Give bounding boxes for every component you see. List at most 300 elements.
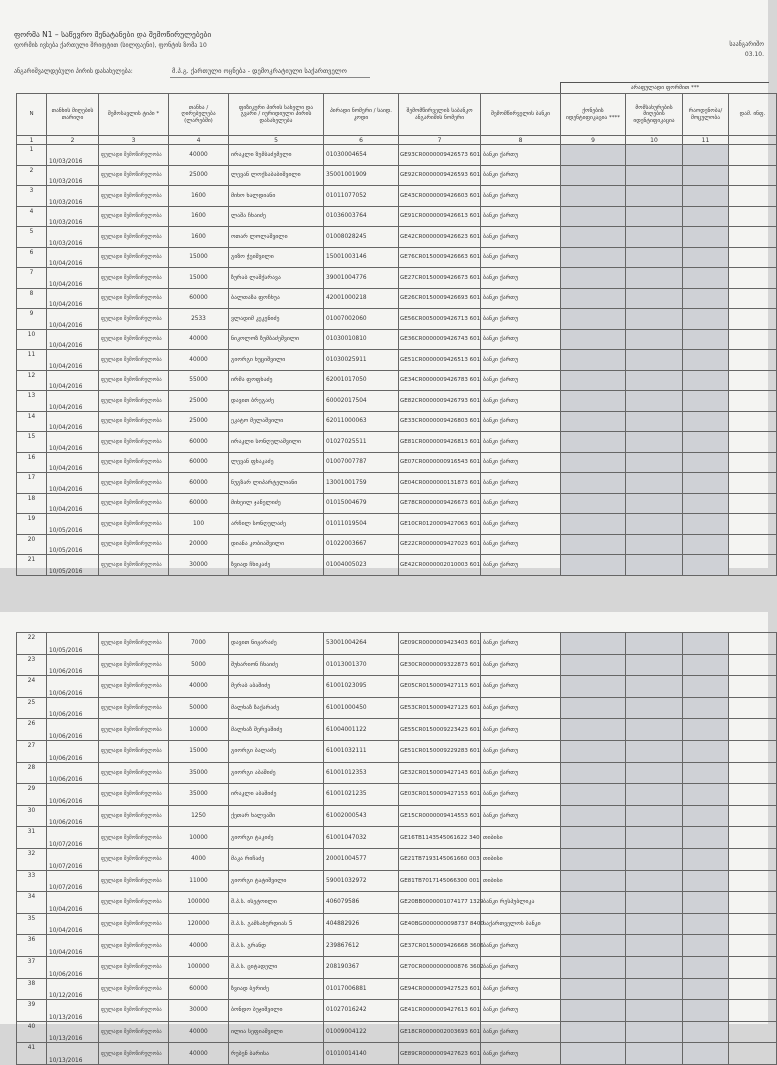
row-number-cell: 26 bbox=[17, 719, 47, 741]
non-monetary-cell bbox=[729, 411, 777, 432]
column-header-row bbox=[17, 94, 777, 136]
amount-cell: 25000 bbox=[169, 391, 229, 412]
donor-name-cell: ნუგზარ ლიპარტელიანი bbox=[229, 473, 324, 494]
table-row bbox=[17, 309, 777, 330]
corner-label: საანგარიშო bbox=[729, 41, 764, 48]
non-monetary-cell bbox=[729, 935, 777, 957]
non-monetary-cell bbox=[683, 935, 729, 957]
non-monetary-cell bbox=[729, 145, 777, 166]
table-row bbox=[17, 534, 777, 555]
non-monetary-cell bbox=[683, 740, 729, 762]
row-number-cell: 8 bbox=[17, 288, 47, 309]
date-cell: 10/06/2016 bbox=[47, 676, 99, 698]
non-monetary-cell bbox=[626, 784, 683, 806]
non-monetary-cell bbox=[561, 370, 626, 391]
bank-account-cell: GE16TB1143545061622 340 bbox=[399, 827, 481, 849]
document-page-2 bbox=[0, 612, 768, 1064]
income-type-cell: ფულადი შემოწირულობა bbox=[99, 309, 169, 330]
donor-id-cell: 61001012353 bbox=[324, 762, 399, 784]
donor-name-cell: მაკა რიჩაძე bbox=[229, 848, 324, 870]
non-monetary-cell bbox=[683, 411, 729, 432]
non-monetary-cell bbox=[561, 534, 626, 555]
table-row bbox=[17, 697, 777, 719]
bank-account-cell: GE40BG0000000098737 8400 bbox=[399, 913, 481, 935]
bank-account-cell: GE81CR0000009426813 601 bbox=[399, 432, 481, 453]
date-cell: 10/04/2016 bbox=[47, 268, 99, 289]
donor-id-cell: 61001021235 bbox=[324, 784, 399, 806]
non-monetary-cell bbox=[729, 432, 777, 453]
table-row bbox=[17, 1043, 777, 1065]
non-monetary-cell bbox=[561, 633, 626, 655]
bank-account-cell: GE53CR0150009427123 601 bbox=[399, 697, 481, 719]
amount-cell: 25000 bbox=[169, 165, 229, 186]
non-monetary-cell bbox=[729, 1021, 777, 1043]
col-number: 5 bbox=[229, 136, 324, 145]
date-cell: 10/06/2016 bbox=[47, 805, 99, 827]
amount-cell: 30000 bbox=[169, 1000, 229, 1022]
non-monetary-cell bbox=[683, 978, 729, 1000]
contributions-table-page-1 bbox=[16, 93, 777, 576]
bank-cell: ბანკი ქართუ bbox=[481, 805, 561, 827]
amount-cell: 60000 bbox=[169, 978, 229, 1000]
amount-cell: 15000 bbox=[169, 268, 229, 289]
non-monetary-cell bbox=[626, 514, 683, 535]
amount-cell: 5000 bbox=[169, 654, 229, 676]
income-type-cell: ფულადი შემოწირულობა bbox=[99, 935, 169, 957]
non-monetary-group-header: არაფულადი ფორმით *** bbox=[560, 82, 769, 94]
date-cell: 10/05/2016 bbox=[47, 555, 99, 576]
non-monetary-cell bbox=[561, 913, 626, 935]
table-row bbox=[17, 370, 777, 391]
bank-cell: ბანკი ქართუ bbox=[481, 473, 561, 494]
bank-cell: ბანკი ქართუ bbox=[481, 411, 561, 432]
col-number: 8 bbox=[481, 136, 561, 145]
row-number-cell: 40 bbox=[17, 1021, 47, 1043]
table-row bbox=[17, 473, 777, 494]
col-number: 2 bbox=[47, 136, 99, 145]
non-monetary-cell bbox=[729, 227, 777, 248]
donor-name-cell: ზვიად ჩხიკაძე bbox=[229, 555, 324, 576]
amount-cell: 40000 bbox=[169, 329, 229, 350]
non-monetary-cell bbox=[683, 719, 729, 741]
non-monetary-cell bbox=[561, 165, 626, 186]
non-monetary-cell bbox=[729, 1043, 777, 1065]
amount-cell: 1600 bbox=[169, 186, 229, 207]
income-type-cell: ფულადი შემოწირულობა bbox=[99, 268, 169, 289]
non-monetary-cell bbox=[626, 391, 683, 412]
bank-cell: საქართველოს ბანკი bbox=[481, 913, 561, 935]
bank-cell: თიბისი bbox=[481, 870, 561, 892]
donor-id-cell: 62011000063 bbox=[324, 411, 399, 432]
non-monetary-cell bbox=[729, 633, 777, 655]
non-monetary-cell bbox=[626, 848, 683, 870]
non-monetary-cell bbox=[561, 697, 626, 719]
donor-id-cell: 239867612 bbox=[324, 935, 399, 957]
bank-cell: ბანკი ქართუ bbox=[481, 514, 561, 535]
bank-cell: ბანკი ქართუ bbox=[481, 534, 561, 555]
table-row bbox=[17, 206, 777, 227]
donor-id-cell: 01030010810 bbox=[324, 329, 399, 350]
bank-account-cell: GE05CR0150009427113 601 bbox=[399, 676, 481, 698]
row-number-cell: 13 bbox=[17, 391, 47, 412]
income-type-cell: ფულადი შემოწირულობა bbox=[99, 514, 169, 535]
donor-name-cell: ბალთაზა ფოჩხუა bbox=[229, 288, 324, 309]
table-row bbox=[17, 555, 777, 576]
non-monetary-cell bbox=[729, 827, 777, 849]
bank-account-cell: GE27CR0150009426673 601 bbox=[399, 268, 481, 289]
donor-id-cell: 01007002060 bbox=[324, 309, 399, 330]
amount-cell: 60000 bbox=[169, 288, 229, 309]
row-number-cell: 41 bbox=[17, 1043, 47, 1065]
non-monetary-cell bbox=[561, 676, 626, 698]
bank-account-cell: GE81TB7017145066300 001 bbox=[399, 870, 481, 892]
date-cell: 10/06/2016 bbox=[47, 762, 99, 784]
row-number-cell: 12 bbox=[17, 370, 47, 391]
col-number: 10 bbox=[626, 136, 683, 145]
non-monetary-cell bbox=[626, 309, 683, 330]
bank-cell: ბანკი ქართუ bbox=[481, 697, 561, 719]
bank-account-cell: GE32CR0150009427143 601 bbox=[399, 762, 481, 784]
donor-id-cell: 01027016242 bbox=[324, 1000, 399, 1022]
col-header: პირადი ნომერი / საიდ. კოდი bbox=[324, 94, 399, 136]
non-monetary-cell bbox=[626, 452, 683, 473]
income-type-cell: ფულადი შემოწირულობა bbox=[99, 1043, 169, 1065]
bank-cell: ბანკი ქართუ bbox=[481, 1000, 561, 1022]
income-type-cell: ფულადი შემოწირულობა bbox=[99, 391, 169, 412]
amount-cell: 4000 bbox=[169, 848, 229, 870]
non-monetary-cell bbox=[683, 1043, 729, 1065]
row-number-cell: 38 bbox=[17, 978, 47, 1000]
non-monetary-cell bbox=[683, 452, 729, 473]
non-monetary-cell bbox=[626, 288, 683, 309]
non-monetary-cell bbox=[683, 805, 729, 827]
non-monetary-cell bbox=[561, 309, 626, 330]
date-cell: 10/05/2016 bbox=[47, 633, 99, 655]
table-row bbox=[17, 719, 777, 741]
non-monetary-cell bbox=[729, 309, 777, 330]
non-monetary-cell bbox=[626, 370, 683, 391]
non-monetary-cell bbox=[683, 827, 729, 849]
non-monetary-cell bbox=[683, 329, 729, 350]
non-monetary-cell bbox=[561, 762, 626, 784]
donor-id-cell: 01010014140 bbox=[324, 1043, 399, 1065]
date-cell: 10/06/2016 bbox=[47, 784, 99, 806]
table-row bbox=[17, 978, 777, 1000]
amount-cell: 60000 bbox=[169, 452, 229, 473]
amount-cell: 60000 bbox=[169, 473, 229, 494]
amount-cell: 100000 bbox=[169, 892, 229, 914]
non-monetary-cell bbox=[626, 268, 683, 289]
donor-name-cell: ქეთარ ხალვაში bbox=[229, 805, 324, 827]
row-number-cell: 14 bbox=[17, 411, 47, 432]
donor-id-cell: 01015004679 bbox=[324, 493, 399, 514]
bank-cell: ბანკი ქართუ bbox=[481, 370, 561, 391]
bank-cell: ბანკი ქართუ bbox=[481, 1021, 561, 1043]
non-monetary-cell bbox=[683, 654, 729, 676]
table-row bbox=[17, 740, 777, 762]
donor-name-cell: შ.პ.ს. გრანდ bbox=[229, 935, 324, 957]
date-cell: 10/06/2016 bbox=[47, 697, 99, 719]
non-monetary-cell bbox=[683, 762, 729, 784]
table-body-page-1 bbox=[17, 145, 777, 576]
non-monetary-cell bbox=[683, 848, 729, 870]
bank-account-cell: GE42CR0000002010003 601 bbox=[399, 555, 481, 576]
bank-cell: ბანკი ქართუ bbox=[481, 247, 561, 268]
bank-cell: ბანკი ქართუ bbox=[481, 762, 561, 784]
non-monetary-cell bbox=[683, 391, 729, 412]
non-monetary-cell bbox=[561, 268, 626, 289]
donor-name-cell: დავით ნიჟარაძე bbox=[229, 633, 324, 655]
row-number-cell: 11 bbox=[17, 350, 47, 371]
col-number: 7 bbox=[399, 136, 481, 145]
non-monetary-cell bbox=[729, 913, 777, 935]
row-number-cell: 37 bbox=[17, 956, 47, 978]
non-monetary-cell bbox=[626, 1000, 683, 1022]
non-monetary-cell bbox=[561, 827, 626, 849]
donor-id-cell: 62001017050 bbox=[324, 370, 399, 391]
income-type-cell: ფულადი შემოწირულობა bbox=[99, 978, 169, 1000]
donor-name-cell: ეკატო მელაშვილი bbox=[229, 411, 324, 432]
non-monetary-cell bbox=[626, 654, 683, 676]
income-type-cell: ფულადი შემოწირულობა bbox=[99, 784, 169, 806]
bank-cell: ბანკი ქართუ bbox=[481, 719, 561, 741]
non-monetary-cell bbox=[561, 956, 626, 978]
amount-cell: 35000 bbox=[169, 762, 229, 784]
donor-id-cell: 406079586 bbox=[324, 892, 399, 914]
donor-name-cell: გიორგი აბაშიძე bbox=[229, 762, 324, 784]
bank-cell: ბანკი ქართუ bbox=[481, 206, 561, 227]
bank-cell: ბანკი ქართუ bbox=[481, 288, 561, 309]
date-cell: 10/07/2016 bbox=[47, 827, 99, 849]
non-monetary-cell bbox=[729, 719, 777, 741]
amount-cell: 40000 bbox=[169, 676, 229, 698]
income-type-cell: ფულადი შემოწირულობა bbox=[99, 555, 169, 576]
donor-id-cell: 01030004654 bbox=[324, 145, 399, 166]
date-cell: 10/05/2016 bbox=[47, 514, 99, 535]
non-monetary-cell bbox=[561, 1021, 626, 1043]
donor-name-cell: ილია სეფიაშვილი bbox=[229, 1021, 324, 1043]
non-monetary-cell bbox=[626, 555, 683, 576]
donor-name-cell: ნიკოლოზ ზუმბაძეშვილი bbox=[229, 329, 324, 350]
date-cell: 10/06/2016 bbox=[47, 740, 99, 762]
non-monetary-cell bbox=[561, 145, 626, 166]
bank-account-cell: GE89CR0000009427623 601 bbox=[399, 1043, 481, 1065]
date-cell: 10/04/2016 bbox=[47, 432, 99, 453]
col-header: შემოსავლის ტიპი * bbox=[99, 94, 169, 136]
non-monetary-cell bbox=[626, 329, 683, 350]
non-monetary-cell bbox=[683, 145, 729, 166]
income-type-cell: ფულადი შემოწირულობა bbox=[99, 827, 169, 849]
donor-id-cell: 53001004264 bbox=[324, 633, 399, 655]
non-monetary-cell bbox=[626, 633, 683, 655]
donor-id-cell: 61001023095 bbox=[324, 676, 399, 698]
bank-account-cell: GE51CR0000009426513 601 bbox=[399, 350, 481, 371]
donor-name-cell: გიორგი ხუციშვილი bbox=[229, 350, 324, 371]
col-header: შემომწირველის ბანკი bbox=[481, 94, 561, 136]
non-monetary-cell bbox=[561, 432, 626, 453]
row-number-cell: 9 bbox=[17, 309, 47, 330]
amount-cell: 20000 bbox=[169, 534, 229, 555]
bank-account-cell: GE21TB7193145061660 003 bbox=[399, 848, 481, 870]
bank-account-cell: GE33CR0000009426803 601 bbox=[399, 411, 481, 432]
donor-name-cell: შ.პ.ს. ციტადელი bbox=[229, 956, 324, 978]
non-monetary-cell bbox=[626, 432, 683, 453]
non-monetary-cell bbox=[683, 555, 729, 576]
table-row bbox=[17, 350, 777, 371]
donor-name-cell: ლაშა ჩხაიძე bbox=[229, 206, 324, 227]
col-header: N bbox=[17, 94, 47, 136]
table-row bbox=[17, 268, 777, 289]
non-monetary-cell bbox=[561, 1000, 626, 1022]
row-number-cell: 10 bbox=[17, 329, 47, 350]
amount-cell: 35000 bbox=[169, 784, 229, 806]
income-type-cell: ფულადი შემოწირულობა bbox=[99, 206, 169, 227]
bank-cell: ბანკი ქართუ bbox=[481, 165, 561, 186]
donor-id-cell: 01013001370 bbox=[324, 654, 399, 676]
bank-account-cell: GE76CR0150009426663 601 bbox=[399, 247, 481, 268]
donor-name-cell: გიორგი ბალაძე bbox=[229, 740, 324, 762]
table-row bbox=[17, 827, 777, 849]
row-number-cell: 18 bbox=[17, 493, 47, 514]
row-number-cell: 5 bbox=[17, 227, 47, 248]
donor-id-cell: 01009004122 bbox=[324, 1021, 399, 1043]
income-type-cell: ფულადი შემოწირულობა bbox=[99, 1000, 169, 1022]
amount-cell: 25000 bbox=[169, 411, 229, 432]
table-row bbox=[17, 762, 777, 784]
bank-cell: ბანკი ქართუ bbox=[481, 555, 561, 576]
date-cell: 10/04/2016 bbox=[47, 935, 99, 957]
donor-id-cell: 01030025911 bbox=[324, 350, 399, 371]
amount-cell: 1600 bbox=[169, 206, 229, 227]
donor-name-cell: მალხაზ ზაქარაძე bbox=[229, 697, 324, 719]
amount-cell: 11000 bbox=[169, 870, 229, 892]
col-number: 11 bbox=[683, 136, 729, 145]
date-cell: 10/07/2016 bbox=[47, 848, 99, 870]
non-monetary-cell bbox=[683, 206, 729, 227]
table-row bbox=[17, 329, 777, 350]
amount-cell: 7000 bbox=[169, 633, 229, 655]
amount-cell: 120000 bbox=[169, 913, 229, 935]
bank-account-cell: GE30CR0000009322873 601 bbox=[399, 654, 481, 676]
row-number-cell: 33 bbox=[17, 870, 47, 892]
non-monetary-cell bbox=[729, 473, 777, 494]
bank-cell: ბანკი ქართუ bbox=[481, 654, 561, 676]
non-monetary-cell bbox=[729, 165, 777, 186]
date-cell: 10/03/2016 bbox=[47, 206, 99, 227]
bank-cell: ბანკი ქართუ bbox=[481, 493, 561, 514]
bank-account-cell: GE82CR0000009426793 601 bbox=[399, 391, 481, 412]
donor-name-cell: მერაბ აბაშიძე bbox=[229, 676, 324, 698]
income-type-cell: ფულადი შემოწირულობა bbox=[99, 633, 169, 655]
amount-cell: 100 bbox=[169, 514, 229, 535]
income-type-cell: ფულადი შემოწირულობა bbox=[99, 762, 169, 784]
row-number-cell: 20 bbox=[17, 534, 47, 555]
non-monetary-cell bbox=[561, 329, 626, 350]
table-row bbox=[17, 227, 777, 248]
form-title: ფორმა N1 – საწევრო შენატანები და შემოწირულებები bbox=[14, 30, 212, 39]
date-cell: 10/04/2016 bbox=[47, 892, 99, 914]
donor-name-cell: მალხაზ შერვაშიძე bbox=[229, 719, 324, 741]
row-number-cell: 28 bbox=[17, 762, 47, 784]
income-type-cell: ფულადი შემოწირულობა bbox=[99, 913, 169, 935]
date-cell: 10/03/2016 bbox=[47, 165, 99, 186]
non-monetary-cell bbox=[729, 784, 777, 806]
non-monetary-cell bbox=[683, 870, 729, 892]
donor-id-cell: 01008028245 bbox=[324, 227, 399, 248]
donor-id-cell: 13001001759 bbox=[324, 473, 399, 494]
amount-cell: 60000 bbox=[169, 432, 229, 453]
bank-cell: ბანკი ქართუ bbox=[481, 1043, 561, 1065]
date-cell: 10/06/2016 bbox=[47, 956, 99, 978]
row-number-cell: 7 bbox=[17, 268, 47, 289]
non-monetary-cell bbox=[561, 411, 626, 432]
amount-cell: 10000 bbox=[169, 719, 229, 741]
date-cell: 10/04/2016 bbox=[47, 411, 99, 432]
non-monetary-cell bbox=[729, 762, 777, 784]
bank-account-cell: GE51CR0150009229283 601 bbox=[399, 740, 481, 762]
income-type-cell: ფულადი შემოწირულობა bbox=[99, 534, 169, 555]
corner-date: 03.10. bbox=[744, 51, 764, 58]
table-row bbox=[17, 493, 777, 514]
non-monetary-cell bbox=[683, 350, 729, 371]
non-monetary-cell bbox=[729, 956, 777, 978]
income-type-cell: ფულადი შემოწირულობა bbox=[99, 956, 169, 978]
non-monetary-cell bbox=[561, 740, 626, 762]
col-header: რაოდენობა/ მოცულობა bbox=[683, 94, 729, 136]
table-row bbox=[17, 247, 777, 268]
donor-name-cell: არჩილ სონღულაძე bbox=[229, 514, 324, 535]
date-cell: 10/04/2016 bbox=[47, 913, 99, 935]
non-monetary-cell bbox=[683, 697, 729, 719]
date-cell: 10/07/2016 bbox=[47, 870, 99, 892]
table-row bbox=[17, 411, 777, 432]
row-number-cell: 22 bbox=[17, 633, 47, 655]
bank-cell: ბანკი რესპუბლიკა bbox=[481, 892, 561, 914]
table-row bbox=[17, 145, 777, 166]
income-type-cell: ფულადი შემოწირულობა bbox=[99, 493, 169, 514]
donor-name-cell: გიორგი ტატიშვილი bbox=[229, 870, 324, 892]
non-monetary-cell bbox=[626, 165, 683, 186]
donor-name-cell: ლევან ფხაკაძე bbox=[229, 452, 324, 473]
bank-cell: ბანკი ქართუ bbox=[481, 329, 561, 350]
non-monetary-cell bbox=[729, 740, 777, 762]
non-monetary-cell bbox=[561, 784, 626, 806]
bank-cell: ბანკი ქართუ bbox=[481, 145, 561, 166]
non-monetary-cell bbox=[626, 956, 683, 978]
donor-name-cell: მიხო ხალდიანი bbox=[229, 186, 324, 207]
row-number-cell: 2 bbox=[17, 165, 47, 186]
row-number-cell: 27 bbox=[17, 740, 47, 762]
bank-account-cell: GE34CR0000009426783 601 bbox=[399, 370, 481, 391]
bank-cell: ბანკი ქართუ bbox=[481, 956, 561, 978]
bank-account-cell: GE93CR0000009426573 601 bbox=[399, 145, 481, 166]
income-type-cell: ფულადი შემოწირულობა bbox=[99, 186, 169, 207]
date-cell: 10/03/2016 bbox=[47, 145, 99, 166]
donor-name-cell: ირაკლი სონღულაშვილი bbox=[229, 432, 324, 453]
table-row bbox=[17, 935, 777, 957]
donor-id-cell: 01004005023 bbox=[324, 555, 399, 576]
non-monetary-cell bbox=[561, 978, 626, 1000]
date-cell: 10/04/2016 bbox=[47, 329, 99, 350]
row-number-cell: 23 bbox=[17, 654, 47, 676]
donor-id-cell: 61004001122 bbox=[324, 719, 399, 741]
row-number-cell: 25 bbox=[17, 697, 47, 719]
row-number-cell: 35 bbox=[17, 913, 47, 935]
bank-account-cell: GE26CR0150009426693 601 bbox=[399, 288, 481, 309]
income-type-cell: ფულადი შემოწირულობა bbox=[99, 370, 169, 391]
bank-account-cell: GE78CR0000009426673 601 bbox=[399, 493, 481, 514]
row-number-cell: 39 bbox=[17, 1000, 47, 1022]
